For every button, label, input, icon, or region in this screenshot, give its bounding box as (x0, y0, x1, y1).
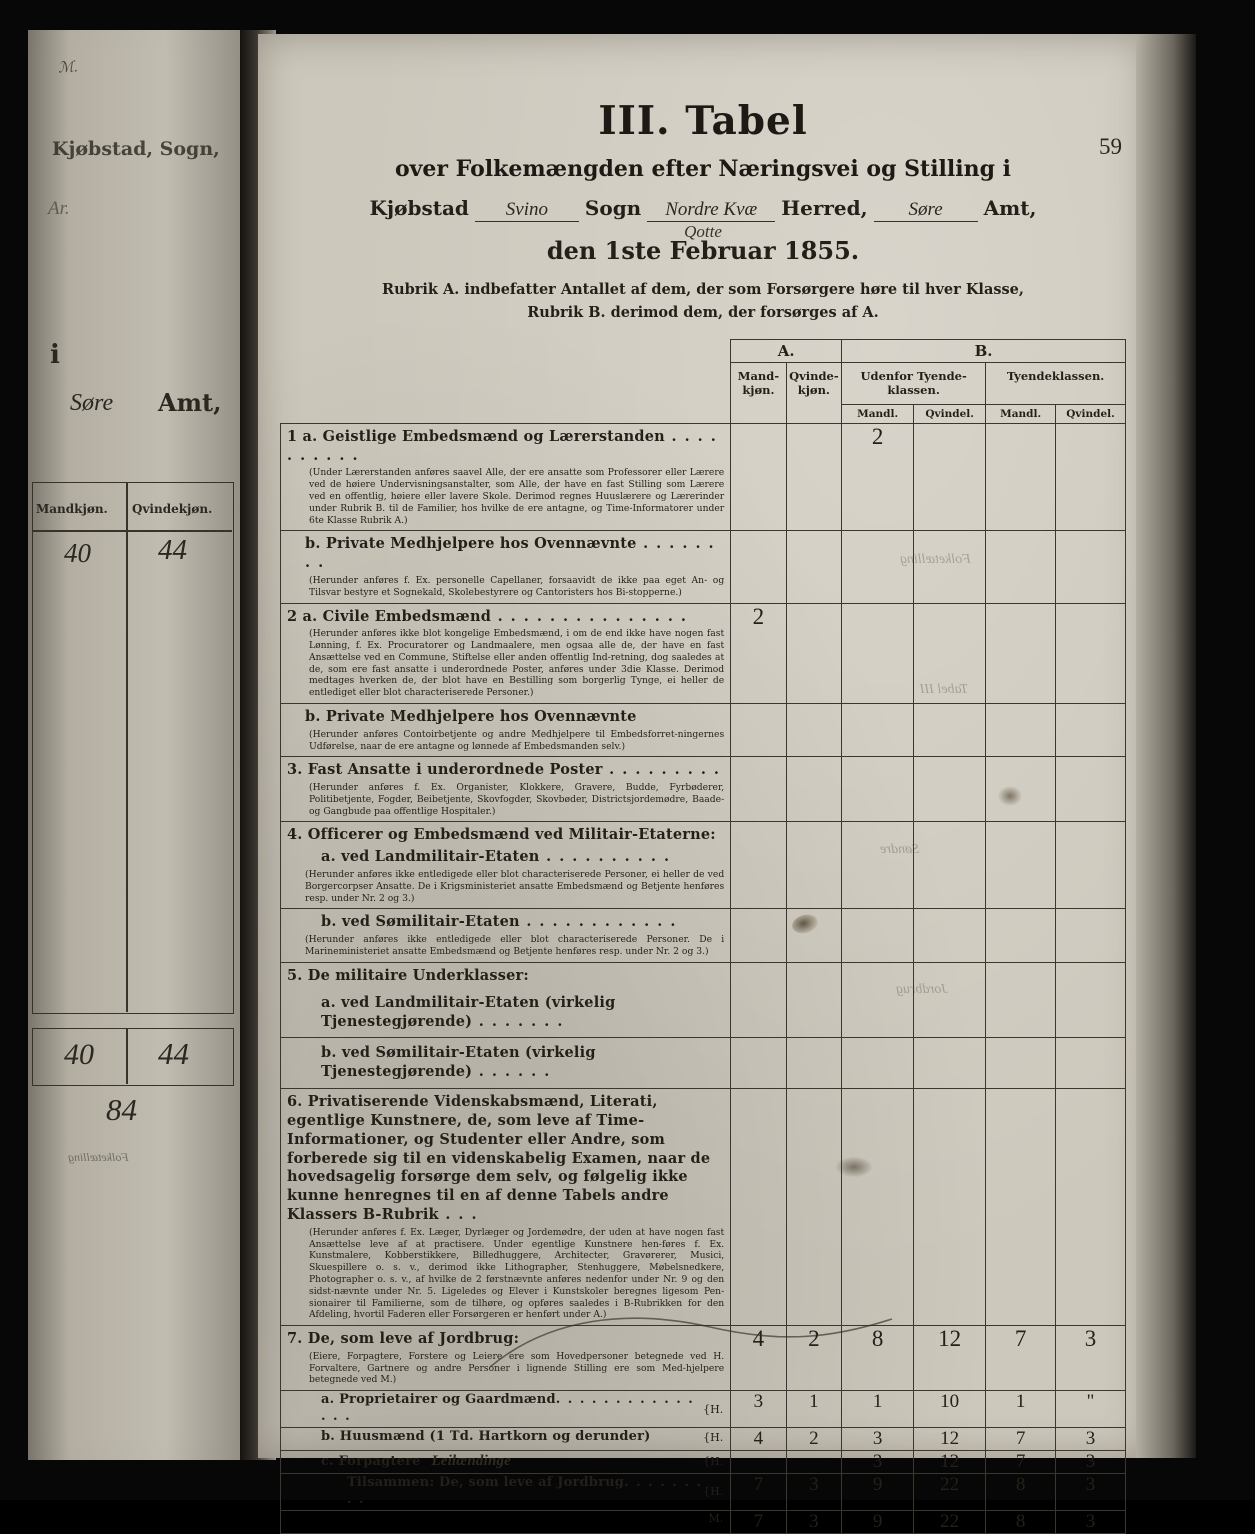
row-label-2b (281, 703, 731, 756)
row-label-1b (281, 531, 731, 603)
table-row (281, 1451, 1126, 1474)
value-herred[interactable]: Søre (874, 199, 978, 222)
table-row (281, 1510, 1126, 1533)
table-body (281, 423, 1126, 1533)
date-line: den 1ste Februar 1855. (546, 236, 860, 265)
cell-4b-udenfor-m[interactable] (842, 909, 914, 962)
page-subtitle: over Folkemængden efter Næringsvei og Stilling i (394, 156, 1012, 182)
left-page-sum-kvinde: 44 (158, 1036, 189, 1071)
cell-7a-udenfor-q[interactable]: 10 (914, 1391, 986, 1428)
cell-4a-kvinde[interactable] (786, 822, 841, 909)
row-label-7 (281, 1326, 731, 1391)
cell-1b-tyende-q[interactable] (1056, 531, 1126, 603)
row-title-1b: b. Private Medhjelpere hos Ovennævnte . . . . . . . . (305, 535, 716, 572)
row-title-4a: a. ved Landmilitair-Etaten . . . . . . . . . . (321, 848, 671, 866)
table-row (281, 531, 1126, 603)
form-sheet (280, 82, 1126, 1532)
table-row (281, 1089, 1126, 1326)
page-number: 59 (1099, 134, 1122, 159)
cell-4a-mand[interactable] (731, 822, 786, 909)
cell-7totalm-tyende-q[interactable]: 3 (1056, 1510, 1126, 1533)
cell-5a-udenfor-m[interactable] (842, 962, 914, 1038)
row-label-7c (281, 1451, 731, 1474)
cell-7b-udenfor-m[interactable]: 3 (842, 1428, 914, 1451)
cell-4a-tyende-q[interactable] (1056, 822, 1126, 909)
cell-2b-udenfor-m[interactable] (842, 703, 914, 756)
left-page-fragment-1: i (50, 340, 60, 370)
cell-5b-kvinde[interactable] (786, 1038, 841, 1089)
table-row (281, 1428, 1126, 1451)
cell-4a-udenfor-q[interactable] (914, 822, 986, 909)
table-row (281, 1038, 1126, 1089)
cell-7total-tyende-m[interactable]: 8 (986, 1474, 1056, 1511)
rubrik-b: Rubrik B. derimod dem, der forsørges af A. (527, 304, 879, 322)
ghost-bleed-3: Søndre (880, 842, 920, 857)
main-page (258, 34, 1148, 1532)
header-sub-qvindel-1: Qvindel. (914, 404, 986, 423)
cell-7totalm-udenfor-q[interactable]: 22 (914, 1510, 986, 1533)
cell-7total-udenfor-m[interactable]: 9 (842, 1474, 914, 1511)
cell-3-tyende-q[interactable] (1056, 757, 1126, 822)
cell-1b-tyende-m[interactable] (986, 531, 1056, 603)
cell-7a-tyende-q[interactable]: " (1056, 1391, 1126, 1428)
header-sub-mandl-1: Mandl. (842, 404, 914, 423)
row-label-4b (281, 909, 731, 962)
cell-5b-tyende-q[interactable] (1056, 1038, 1126, 1089)
cell-1b-udenfor-q[interactable] (914, 531, 986, 603)
cell-7total-kvinde[interactable]: 3 (786, 1474, 841, 1511)
row-label-1a (281, 423, 731, 531)
cell-4a-udenfor-m[interactable] (842, 822, 914, 909)
cell-2b-mand[interactable] (731, 703, 786, 756)
row-label-7a (281, 1391, 731, 1428)
cell-4b-tyende-q[interactable] (1056, 909, 1126, 962)
cell-1a-tyende-m[interactable] (986, 423, 1056, 531)
cell-7c-udenfor-q[interactable]: 12 (914, 1451, 986, 1474)
cell-1b-udenfor-m[interactable] (842, 531, 914, 603)
cell-3-udenfor-q[interactable] (914, 757, 986, 822)
cell-5a-kvinde[interactable] (786, 962, 841, 1038)
table-row (281, 909, 1126, 962)
rubrik-a: Rubrik A. indbefatter Antallet af dem, der som Forsørgere høre til hver Klasse, (382, 281, 1024, 298)
table-row (281, 423, 1126, 531)
cell-4b-udenfor-q[interactable] (914, 909, 986, 962)
cell-7total-tyende-q[interactable]: 3 (1056, 1474, 1126, 1511)
cell-5a-tyende-m[interactable] (986, 962, 1056, 1038)
cell-7totalm-udenfor-m[interactable]: 9 (842, 1510, 914, 1533)
label-amt: Amt, (983, 196, 1037, 220)
cell-2b-tyende-m[interactable] (986, 703, 1056, 756)
header-group-a: A. (731, 340, 842, 363)
left-page-fragment-2: Søre (70, 390, 114, 416)
left-page-fragment (28, 30, 256, 1460)
row-title-2a: 2 a. Civile Embedsmænd . . . . . . . . . . . . . . . (287, 607, 688, 625)
left-page-val-mand: 40 (64, 538, 91, 568)
row-title-6: 6. Privatiserende Videnskabsmænd, Literati, egentlige Kunstnere, de, som leve af Time-Informationer, og Studenter eller Andre, som forberede sig til en videnskabelig Examen, naar de hovedsagelig forsørge dem selv, og følgelig ikke kunne henregnes til en af denne Tabels andre Klassers B-Rubrik . . . (287, 1093, 711, 1224)
header-group-b: B. (842, 340, 1126, 363)
left-page-fragment-top: Kjøbstad, Sogn, (52, 138, 220, 160)
row-label-7-total-m (281, 1510, 731, 1533)
cell-2b-tyende-q[interactable] (1056, 703, 1126, 756)
cell-7totalm-kvinde[interactable]: 3 (786, 1510, 841, 1533)
cell-6-tyende-m[interactable] (986, 1089, 1056, 1326)
header-sub-mandl-2: Mandl. (986, 404, 1056, 423)
table-row (281, 603, 1126, 703)
label-kjobstad: Kjøbstad (369, 196, 469, 220)
date-line-wrapper (280, 222, 1126, 265)
cell-4a-tyende-m[interactable] (986, 822, 1056, 909)
cell-5a-mand[interactable] (731, 962, 786, 1038)
cell-6-mand[interactable] (731, 1089, 786, 1326)
row-note-6: (Herunder anføres f. Ex. Læger, Dyrlæger og Jordemødre, der uden at have nogen fast Ansættelse leve af at practisere. Under egentlige Kunstnere hen-føres f. Ex. Kunstmalere, Kobberstikkere, Billedhuggere, Architecter, Gravørerer, Musici, Skuespillere o. s. v., derimod ikke Lithographer, Stenhuggere, Møbelsnedkere, Photographer o. s. v., af hvilke de 2 førstnævnte anføres nedenfor under Nr. 9 og den sidst-nævnte under Nr. 5. Ligeledes og Elever i Kunstskoler beregnes ligesom Pen-sionairer til Familierne, som de tilhøre, og opføres saaledes i B-Rubrikken for den Afdeling, hvortil Faderen eller Forsørgeren er henført under A.) (309, 1226, 725, 1321)
row-title-5: 5. De militaire Underklasser: (287, 966, 529, 984)
cell-7b-mand[interactable]: 4 (731, 1428, 786, 1451)
cell-1a-kvinde[interactable] (786, 423, 841, 531)
cell-5a-udenfor-q[interactable] (914, 962, 986, 1038)
cell-4b-tyende-m[interactable] (986, 909, 1056, 962)
ghost-bleed-1: Folketælling (900, 552, 971, 567)
header-col-tyendeklassen: Tyendeklassen. (986, 363, 1126, 405)
row-label-2a (281, 603, 731, 703)
cell-2a-tyende-q[interactable] (1056, 603, 1126, 703)
row-label-6 (281, 1089, 731, 1326)
cell-4b-kvinde[interactable] (786, 909, 841, 962)
table-row (281, 822, 1126, 909)
ghost-bleed-4: Jordbrug (896, 982, 948, 997)
row-note-7: (Eiere, Forpagtere, Forstere og Leiere ere som Hovedpersoner betegnede ved H. Forvaltere, Gartnere og andre Personer i lignende Stilling ere som Med-hjelpere betegnede ved M.) (309, 1350, 725, 1386)
cell-7a-kvinde[interactable]: 1 (786, 1391, 841, 1428)
population-table (280, 339, 1126, 1534)
cell-2a-kvinde[interactable] (786, 603, 841, 703)
brace-7-total-m: M. (708, 1511, 724, 1525)
cell-5b-udenfor-q[interactable] (914, 1038, 986, 1089)
row-label-7-total (281, 1474, 731, 1511)
row-note-4b: (Herunder anføres ikke entledigede eller blot characteriserede Personer. De i Marineministeriet ansatte Embedsmænd og Betjente henføres resp. under Nr. 2 og 3.) (305, 934, 725, 958)
label-sogn: Sogn (584, 196, 642, 220)
cell-7-kvinde[interactable]: 2 (786, 1326, 841, 1391)
cell-2a-tyende-m[interactable] (986, 603, 1056, 703)
cell-1a-mand[interactable] (731, 423, 786, 531)
row-label-5b (281, 1038, 731, 1089)
row-note-1a: (Under Lærerstanden anføres saavel Alle, der ere ansatte som Professorer eller Lærere ved de høiere Undervisningsanstalter, som Alle, der have en fast Stilling som Lærere ved en offentlig, høiere eller lavere Skole. Derimod regnes Huuslærere og Lærerinder under Rubrik B. til de Familier, hos hvilke de ere antagne, og Time-Informatorer under 6te Klasse Rubrik A.) (309, 467, 725, 526)
header-col-udenfor-tyende: Udenfor Tyende- klassen. (842, 363, 986, 405)
row-title-7c: c. Forpagtere Leilændinge (321, 1453, 512, 1469)
row-title-5b: b. ved Sømilitair-Etaten (virkelig Tjenestegjørende) . . . . . . (321, 1044, 596, 1081)
cell-7total-mand[interactable]: 7 (731, 1474, 786, 1511)
row-title-7c-hand: Leilændinge (431, 1453, 512, 1469)
cell-7c-mand[interactable] (731, 1451, 786, 1474)
left-page-val-kvinde: 44 (158, 534, 187, 566)
cell-1b-kvinde[interactable] (786, 531, 841, 603)
date-hand-note: Qotte (684, 222, 722, 241)
table-row (281, 757, 1126, 822)
left-page-total: 84 (106, 1092, 137, 1127)
cell-7-udenfor-m[interactable]: 8 (842, 1326, 914, 1391)
table-row (281, 1326, 1126, 1391)
left-page-scribble: ℳ. (57, 59, 79, 77)
cell-7b-tyende-m[interactable]: 7 (986, 1428, 1056, 1451)
row-note-4a: (Herunder anføres ikke entledigede eller blot characteriserede Personer, ei heller de ved Borgercorpser Ansatte. De i Krigsministeriet ansatte Embedsmænd og Betjente henføres resp. under Nr. 2 og 3.) (305, 869, 725, 904)
cell-2a-udenfor-m[interactable] (842, 603, 914, 703)
cell-6-udenfor-q[interactable] (914, 1089, 986, 1326)
cell-1b-mand[interactable] (731, 531, 786, 603)
row-title-7b: b. Huusmænd (1 Td. Hartkorn og derunder) (321, 1429, 651, 1444)
location-line (280, 196, 1126, 222)
cell-7a-mand[interactable]: 3 (731, 1391, 786, 1428)
cell-3-mand[interactable] (731, 757, 786, 822)
cell-6-tyende-q[interactable] (1056, 1089, 1126, 1326)
label-herred: Herred, (781, 196, 868, 220)
row-note-1b: (Herunder anføres f. Ex. personelle Capellaner, forsaavidt de ikke paa eget An- og Tilsvar bestyre et Sognekald, Skolebestyrere og Cantoristers hos Bi-stopperne.) (309, 574, 725, 598)
cell-2b-udenfor-q[interactable] (914, 703, 986, 756)
left-page-fragment-3: Amt, (158, 388, 222, 417)
page-right-edge (1136, 34, 1196, 1458)
ghost-bleed-2: Tabel III (920, 682, 969, 697)
left-page-col-mand: Mandkjøn. (36, 502, 108, 516)
cell-3-tyende-m[interactable] (986, 757, 1056, 822)
row-note-2a: (Herunder anføres ikke blot kongelige Embedsmænd, i om de end ikke have nogen fast Lønning, f. Ex. Procuratorer og Landmaalere, men ogsaa alle de, der have en fast Ansættelse ved en Commune, Stiftelse eller anden offentlig Ind-retning, dog saaledes at de, som ere fast ansatte i underordnede Poster, anføres under 3die Klasse. Derimod medtages hverken de, der blot have en Bestilling som borgerlig Tynge, ei heller de entlediget eller blot characteriserede Personer.) (309, 628, 725, 699)
left-page-misc-1: Ar. (48, 198, 70, 219)
row-note-2b: (Herunder anføres Contoirbetjente og andre Medhjelpere til Embedsforret-ningernes Udførelse, naar de ere antagne og lønnede af Embedsmanden selv.) (309, 728, 725, 752)
cell-7a-udenfor-m[interactable]: 1 (842, 1391, 914, 1428)
cell-6-kvinde[interactable] (786, 1089, 841, 1326)
cell-3-kvinde[interactable] (786, 757, 841, 822)
table-header-group-row (281, 340, 1126, 363)
cell-4b-mand[interactable] (731, 909, 786, 962)
cell-3-udenfor-m[interactable] (842, 757, 914, 822)
row-note-3: (Herunder anføres f. Ex. Organister, Klokkere, Gravere, Budde, Fyrbøderer, Politibetjente, Fogder, Beibetjente, Skovfogder, Skovbøder, Districtsjordemødre, Baade- og Gangbude paa offentlige Hospitaler.) (309, 782, 725, 817)
cell-7c-tyende-q[interactable]: 3 (1056, 1451, 1126, 1474)
brace-7-total: {H. (703, 1485, 724, 1499)
cell-7c-tyende-m[interactable]: 7 (986, 1451, 1056, 1474)
left-page-sum-box (32, 1028, 234, 1086)
header-col-mandkjon: Mand- kjøn. (731, 363, 786, 424)
cell-7-mand[interactable]: 4 (731, 1326, 786, 1391)
cell-5b-udenfor-m[interactable] (842, 1038, 914, 1089)
row-title-2b: b. Private Medhjelpere hos Ovennævnte (305, 707, 637, 725)
cell-7b-tyende-q[interactable]: 3 (1056, 1428, 1126, 1451)
cell-2a-udenfor-q[interactable] (914, 603, 986, 703)
cell-1a-udenfor-q[interactable] (914, 423, 986, 531)
table-row (281, 1474, 1126, 1511)
cell-7-udenfor-q[interactable]: 12 (914, 1326, 986, 1391)
table-row (281, 703, 1126, 756)
cell-7totalm-mand[interactable]: 7 (731, 1510, 786, 1533)
page-title: III. Tabel (598, 98, 808, 144)
row-title-3: 3. Fast Ansatte i underordnede Poster . . . . . . . . . (287, 761, 721, 779)
row-label-5 (281, 962, 731, 1038)
brace-7a: {H. (703, 1402, 724, 1416)
brace-7b: {H. (703, 1430, 724, 1444)
cell-7totalm-tyende-m[interactable]: 8 (986, 1510, 1056, 1533)
row-title-4b: b. ved Sømilitair-Etaten . . . . . . . . . . . . (321, 913, 677, 931)
table-row (281, 962, 1126, 1038)
cell-5a-tyende-q[interactable] (1056, 962, 1126, 1038)
cell-7c-udenfor-m[interactable]: 3 (842, 1451, 914, 1474)
cell-1a-udenfor-m[interactable]: 2 (842, 423, 914, 531)
header-col-qvindekjon: Qvinde- kjøn. (786, 363, 841, 424)
cell-7b-kvinde[interactable]: 2 (786, 1428, 841, 1451)
left-page-table (32, 482, 234, 1014)
row-title-1a: 1 a. Geistlige Embedsmænd og Lærerstanden . . . . . . . . . . (287, 427, 718, 464)
row-label-3 (281, 757, 731, 822)
cell-2a-mand[interactable]: 2 (731, 603, 786, 703)
row-title-5a: a. ved Landmilitair-Etaten (virkelig Tjenestegjørende) . . . . . . . (321, 993, 616, 1030)
cell-1a-tyende-q[interactable] (1056, 423, 1126, 531)
cell-2b-kvinde[interactable] (786, 703, 841, 756)
row-title-7a: a. Proprietairer og Gaardmænd. . . . . . . . . . . . . . . (321, 1392, 695, 1425)
row-title-7: 7. De, som leve af Jordbrug: (287, 1330, 520, 1348)
cell-7c-kvinde[interactable] (786, 1451, 841, 1474)
cell-6-udenfor-m[interactable] (842, 1089, 914, 1326)
left-page-col-kvinde: Qvindekjøn. (132, 502, 213, 516)
header-sub-qvindel-2: Qvindel. (1056, 404, 1126, 423)
row-title-7-total: Tilsammen: De, som leve af Jordbrug. . . . . . . . . (347, 1475, 703, 1507)
left-page-sum-mand: 40 (64, 1038, 94, 1071)
cell-7total-udenfor-q[interactable]: 22 (914, 1474, 986, 1511)
cell-7-tyende-q[interactable]: 3 (1056, 1326, 1126, 1391)
row-label-7b (281, 1428, 731, 1451)
cell-5b-tyende-m[interactable] (986, 1038, 1056, 1089)
header-blank-cell (281, 340, 731, 424)
cell-7a-tyende-m[interactable]: 1 (986, 1391, 1056, 1428)
row-label-4 (281, 822, 731, 909)
table-row (281, 1391, 1126, 1428)
cell-5b-mand[interactable] (731, 1038, 786, 1089)
cell-7b-udenfor-q[interactable]: 12 (914, 1428, 986, 1451)
left-page-ghost-text: Folketælling (68, 1150, 129, 1164)
row-title-4: 4. Officerer og Embedsmænd ved Militair-Etaterne: (287, 826, 716, 844)
value-kjobstad[interactable]: Svino (475, 199, 579, 222)
brace-7c: {H. (703, 1455, 724, 1469)
value-sogn[interactable]: Nordre Kvæ (647, 199, 775, 222)
cell-7-tyende-m[interactable]: 7 (986, 1326, 1056, 1391)
